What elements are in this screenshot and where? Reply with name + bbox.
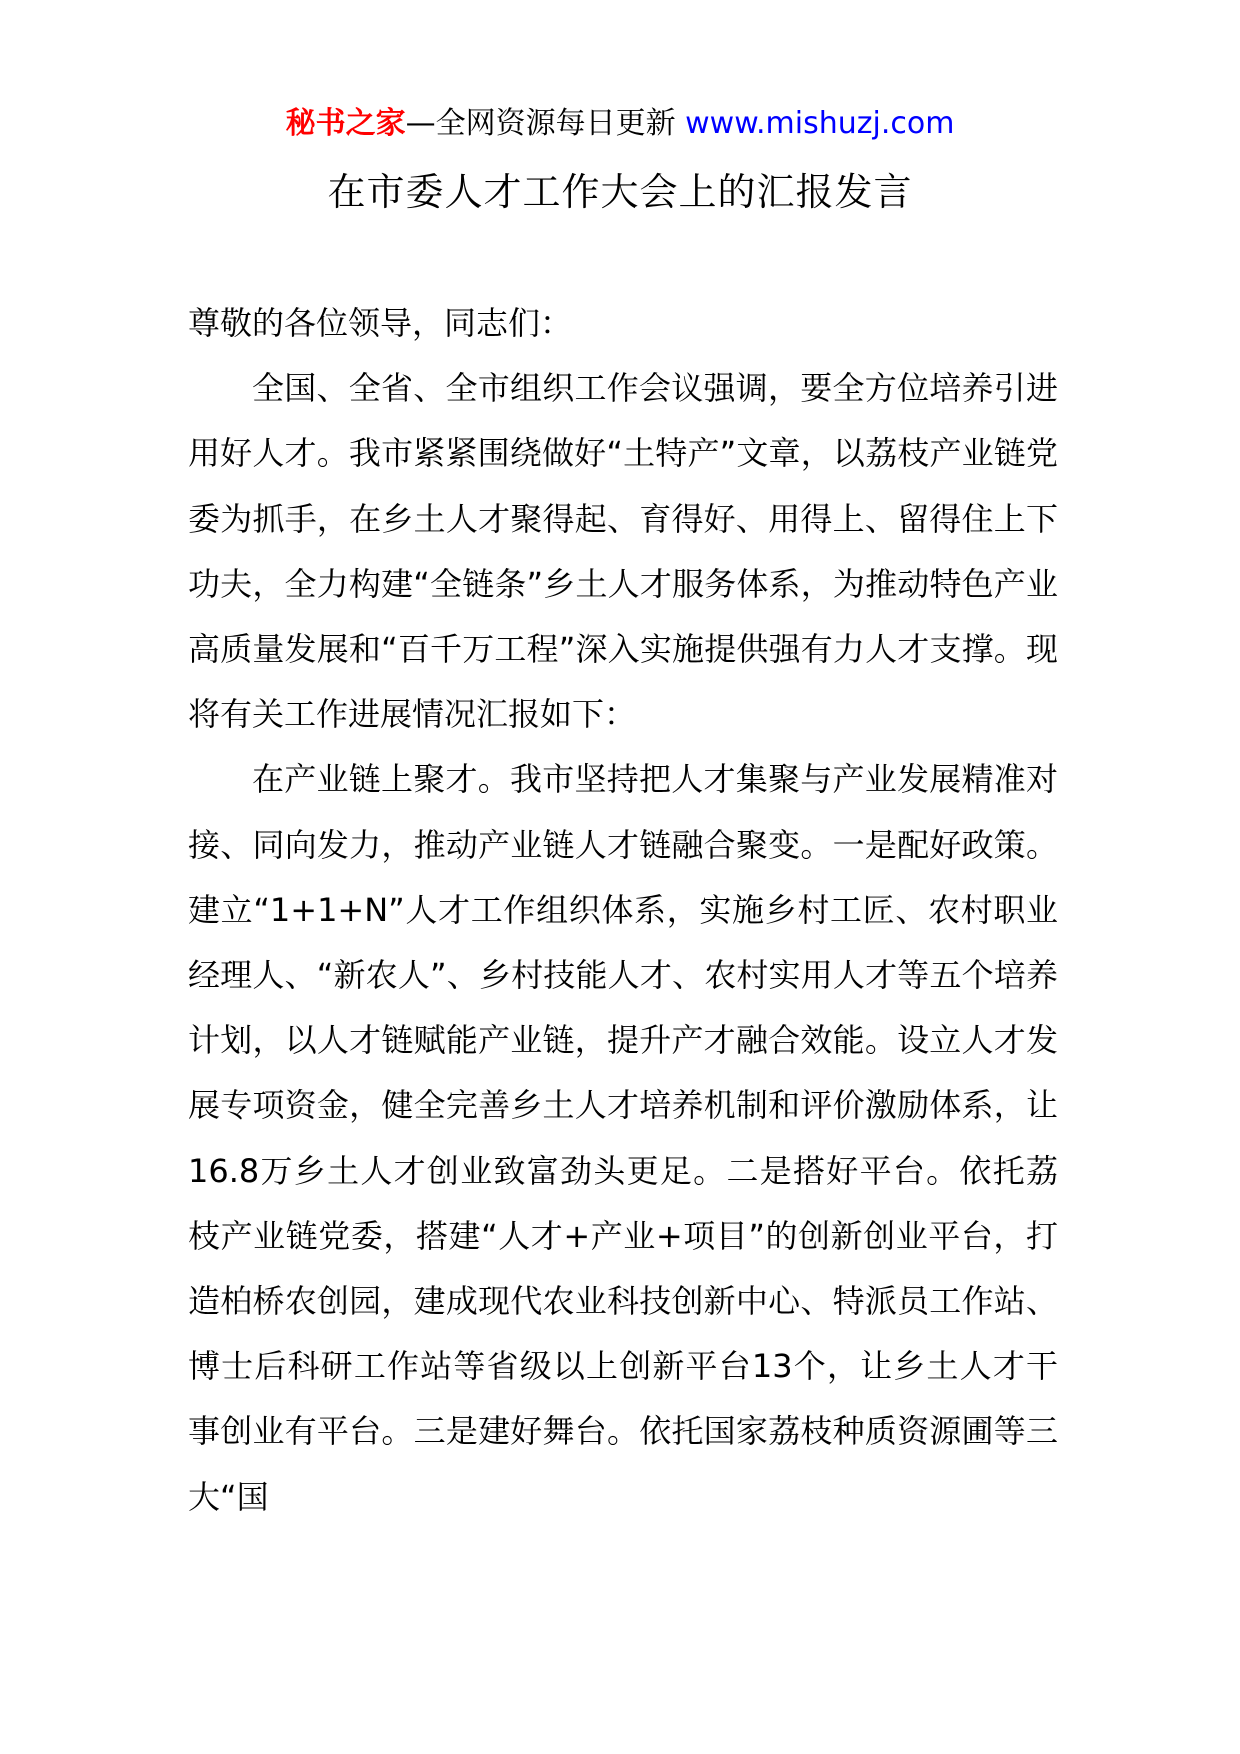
brand-name: 秘书之家 [285, 106, 406, 141]
site-header [0, 100, 1240, 148]
paragraph-industry-chain: 在产业链上聚才。我市坚持把人才集聚与产业发展精准对接、同向发力，推动产业链人才链融合聚变。一是配好政策。建立“1+1+N”人才工作组织体系，实施乡村工匠、农村职业经理人、“新农人”、乡村技能人才、农村实用人才等五个培养计划，以人才链赋能产业链，提升产才融合效能。设立人才发展专项资金，健全完善乡土人才培养机制和评价激励体系，让16.8万乡土人才创业致富劲头更足。二是搭好平台。依托荔枝产业链党委，搭建“人才+产业+项目”的创新创业平台，打造柏桥农创园，建成现代农业科技创新中心、特派员工作站、博士后科研工作站等省级以上创新平台13个，让乡土人才干事创业有平台。三是建好舞台。依托国家荔枝种质资源圃等三大“国 [188, 760, 1058, 1516]
document-body [188, 291, 1058, 1530]
salutation: 尊敬的各位领导，同志们： [188, 304, 573, 342]
document-title: 在市委人才工作大会上的汇报发言 [327, 170, 913, 214]
site-tagline: —全网资源每日更新 [405, 106, 676, 141]
site-url-link[interactable]: www.mishuzj.com [685, 106, 955, 141]
paragraph-intro: 全国、全省、全市组织工作会议强调，要全方位培养引进用好人才。我市紧紧围绕做好“土特产”文章，以荔枝产业链党委为抓手，在乡土人才聚得起、育得好、用得上、留得住上下功夫，全力构建“全链条”乡土人才服务体系，为推动特色产业高质量发展和“百千万工程”深入实施提供强有力人才支撑。现将有关工作进展情况汇报如下： [188, 369, 1058, 734]
